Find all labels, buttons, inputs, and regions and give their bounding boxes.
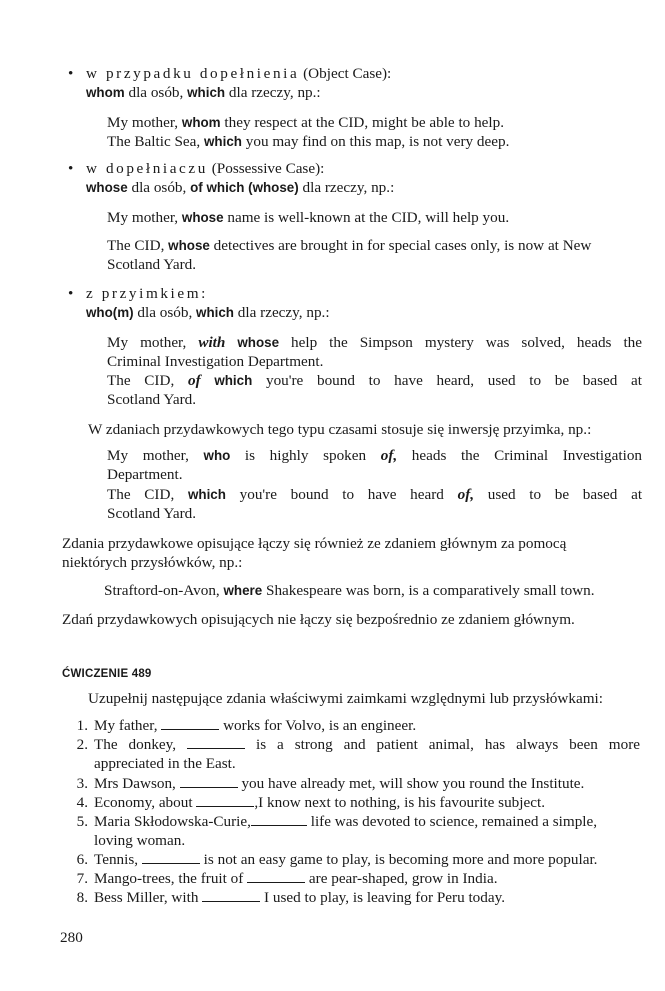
item-text: My father, works for Volvo, is an engineer. xyxy=(94,717,417,734)
item-number: 4. xyxy=(76,794,88,811)
paragraph-inversion: W zdaniach przydawkowych tego typu czasami stosuje się inwersję przyimka, np.: xyxy=(88,421,592,438)
example-sentence-cont: Scotland Yard. xyxy=(107,505,197,522)
bullet-rule xyxy=(86,303,330,322)
answer-blank[interactable] xyxy=(196,794,254,807)
item-text: Tennis, is not an easy game to play, is becoming more and more popular. xyxy=(94,851,598,868)
item-number: 1. xyxy=(76,717,88,734)
rule-text: dla osób, xyxy=(131,179,187,196)
bullet-rule xyxy=(86,178,394,197)
item-text: appreciated in the East. xyxy=(94,755,236,772)
bullet-heading xyxy=(86,284,208,303)
item-text: Economy, about ,I know next to nothing, is his favourite subject. xyxy=(94,794,545,811)
answer-blank[interactable] xyxy=(161,717,219,730)
example-sentence: The CID, which you're bound to have heard of, used to be based at xyxy=(107,486,643,503)
example-sentence-cont: Department. xyxy=(107,466,183,483)
paragraph-adverbs-cont: niektórych przysłówków, np.: xyxy=(62,554,243,571)
spaced-term: w dopełniaczu xyxy=(86,160,208,177)
item-text: Mango-trees, the fruit of are pear-shaped, grow in India. xyxy=(94,870,498,887)
keyword: of which (whose) xyxy=(190,180,299,195)
item-number: 3. xyxy=(76,775,88,792)
bullet-dot: • xyxy=(68,65,74,82)
answer-blank[interactable] xyxy=(247,870,305,883)
rule-text: dla rzeczy, np.: xyxy=(237,304,330,321)
bullet-rule xyxy=(86,83,321,102)
example-sentence: The Baltic Sea, which you may find on this map, is not very deep. xyxy=(107,133,510,150)
exercise-instruction: Uzupełnij następujące zdania właściwymi zaimkami względnymi lub przysłówkami: xyxy=(88,690,603,707)
item-text: Maria Skłodowska-Curie, life was devoted to science, remained a simple, xyxy=(94,813,598,830)
rule-text: dla osób, xyxy=(137,304,193,321)
keyword: who(m) xyxy=(86,305,134,320)
page-number: 280 xyxy=(60,929,83,946)
item-text: loving woman. xyxy=(94,832,186,849)
example-sentence: Straftord-on-Avon, where Shakespeare was born, is a comparatively small town. xyxy=(104,582,595,599)
answer-blank[interactable] xyxy=(187,736,245,749)
paragraph-no-direct: Zdań przydawkowych opisujących nie łączy się bezpośrednio ze zdaniem głównym. xyxy=(62,611,575,628)
bullet-dot: • xyxy=(68,285,74,302)
keyword: whose xyxy=(86,180,128,195)
item-number: 6. xyxy=(76,851,88,868)
term-rest: (Possessive Case): xyxy=(211,160,325,177)
item-number: 7. xyxy=(76,870,88,887)
item-number: 8. xyxy=(76,889,88,906)
example-sentence: The CID, of which you're bound to have heard, used to be based at xyxy=(107,372,643,389)
item-number: 5. xyxy=(76,813,88,830)
example-sentence: The CID, whose detectives are brought in for special cases only, is now at New xyxy=(107,237,592,254)
paragraph-adverbs: Zdania przydawkowe opisujące łączy się również ze zdaniem głównym za pomocą xyxy=(62,535,567,552)
rule-text: dla rzeczy, np.: xyxy=(302,179,395,196)
item-text: The donkey, is a strong and patient animal, has always been more xyxy=(94,736,641,753)
item-number: 2. xyxy=(76,736,88,753)
bullet-heading xyxy=(86,64,391,83)
example-sentence-cont: Criminal Investigation Department. xyxy=(107,353,324,370)
bullet-heading xyxy=(86,159,324,178)
example-sentence: My mother, whom they respect at the CID, might be able to help. xyxy=(107,114,505,131)
answer-blank[interactable] xyxy=(251,813,307,826)
answer-blank[interactable] xyxy=(202,889,260,902)
term-rest: (Object Case): xyxy=(303,65,392,82)
rule-text: dla rzeczy, np.: xyxy=(228,84,321,101)
spaced-term: w przypadku dopełnienia xyxy=(86,65,300,82)
example-sentence: My mother, who is highly spoken of, heads the Criminal Investigation xyxy=(107,447,643,464)
answer-blank[interactable] xyxy=(142,851,200,864)
keyword: which xyxy=(196,305,234,320)
keyword: whom xyxy=(86,85,125,100)
rule-text: dla osób, xyxy=(128,84,184,101)
example-sentence: My mother, whose name is well-known at the CID, will help you. xyxy=(107,209,510,226)
example-sentence: My mother, with whose help the Simpson mystery was solved, heads the xyxy=(107,334,643,351)
keyword: which xyxy=(187,85,226,100)
spaced-term: z przyimkiem: xyxy=(86,285,208,302)
bullet-dot: • xyxy=(68,160,74,177)
example-sentence-cont: Scotland Yard. xyxy=(107,391,197,408)
answer-blank[interactable] xyxy=(180,775,238,788)
exercise-heading: ĆWICZENIE 489 xyxy=(62,668,152,680)
example-sentence-cont: Scotland Yard. xyxy=(107,256,197,273)
item-text: Mrs Dawson, you have already met, will show you round the Institute. xyxy=(94,775,585,792)
item-text: Bess Miller, with I used to play, is leaving for Peru today. xyxy=(94,889,506,906)
